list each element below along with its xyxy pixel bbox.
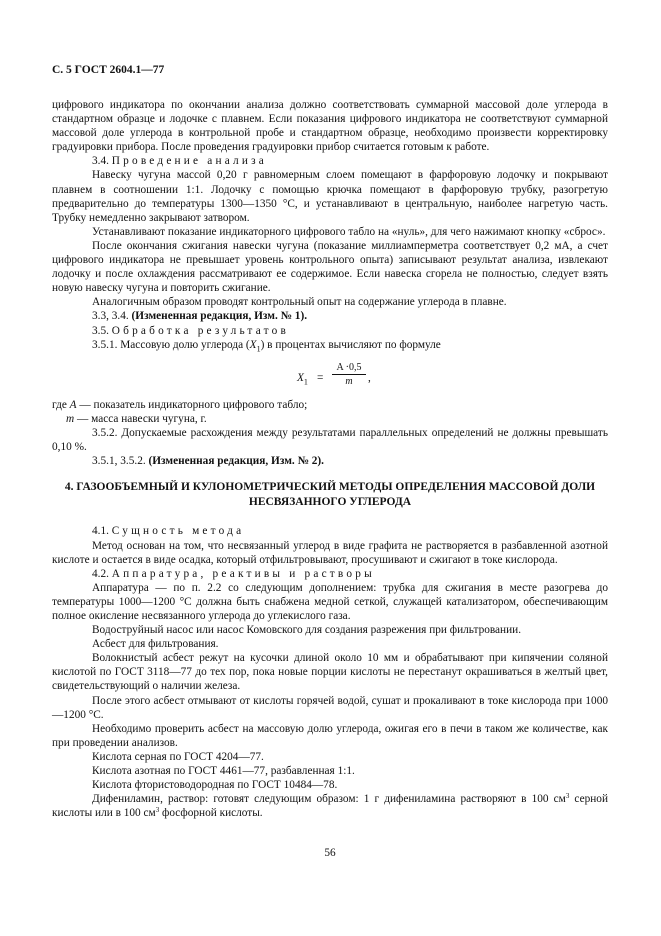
paragraph: После окончания сжигания навески чугуна (показание миллиамперметра соответствует 0,2 мА, а счет цифрового индикатора не превышает уровень контрольного опыта) записывают результат анализа, извлекают лодочку и после охлаждения рассматривают ее содержимое. Если навеска сгорела не полностью, следует взять новую навеску чугуна и повторить сжигание. xyxy=(52,239,608,295)
paragraph: Устанавливают показание индикаторного цифрового табло на «нуль», для чего нажимают кнопку «сброс». xyxy=(92,225,606,238)
section-heading-4-2: 4.2. Аппаратура, реактивы и растворы xyxy=(92,567,375,580)
formula-legend-a: где A — показатель индикаторного цифрового табло; xyxy=(52,398,308,411)
amendment-note: 3.5.1, 3.5.2. (Измененная редакция, Изм. № 2). xyxy=(92,455,324,468)
formula-denominator: m xyxy=(345,375,353,387)
paragraph: цифрового индикатора по окончании анализа должно соответствовать суммарной массовой доле углерода в стандартном образце и лодочке с плавнем. Если показания цифрового индикатора не соответствуют суммарной массовой доле углерода в контрольной пробе и стандартном образце, необходимо произвести корректировку градуировки прибора. После проведения градуировки прибор считается готовым к работе. xyxy=(52,99,608,154)
formula-equals: = xyxy=(317,371,324,384)
paragraph: После этого асбест отмывают от кислоты горячей водой, сушат и прокаливают в токе кислорода при 1000—1200 °С. xyxy=(52,694,608,721)
formula-lhs: $X_1$ xyxy=(297,371,308,387)
formula-legend-m: m — масса навески чугуна, г. xyxy=(66,413,207,426)
paragraph: Кислота серная по ГОСТ 4204—77. xyxy=(92,750,264,763)
paragraph: Аппаратура — по п. 2.2 со следующим дополнением: трубка для сжигания в месте разогрева до температуры 1000—1200 °С должна быть снабжена медной сеткой, служащей катализатором, обеспечивающим полное окисление несвязанного углерода до углекислого газа. xyxy=(52,581,608,622)
paragraph: Водоструйный насос или насос Комовского для создания разрежения при фильтровании. xyxy=(92,624,522,637)
paragraph: Метод основан на том, что несвязанный углерод в виде графита не растворяется в разбавленной азотной кислоте и остается в виде осадка, который отфильтровывают, просушивают и сжигают в токе кислорода. xyxy=(52,539,608,566)
paragraph: Волокнистый асбест режут на кусочки длиной около 10 мм и обрабатывают при кипячении соляной кислотой по ГОСТ 3118—77 до тех пор, пока новые порции кислоты не перестанут окрашиваться в желтый цвет, свидетельствующий о наличии железа. xyxy=(52,652,608,693)
paragraph: Кислота азотная по ГОСТ 4461—77, разбавленная 1:1. xyxy=(92,765,355,777)
page-number: 56 xyxy=(324,847,336,859)
paragraph: Навеску чугуна массой 0,20 г равномерным слоем помещают в фарфоровую лодочку и покрывают плавнем в соотношении 1:1. Лодочку с помощью крючка помещают в фарфоровую трубку, разогретую предварительно до температуры 1300—1350 °С, и устанавливают в центральную, наиболее нагретую часть. Трубку немедленно закрывают затвором. xyxy=(52,169,608,224)
paragraph: Дифениламин, раствор: готовят следующим образом: 1 г дифениламина растворяют в 100 $см^3$ серной кислоты или в 100 $см^3$ фосфорной кислоты. xyxy=(52,792,608,820)
paragraph: 3.5.2. Допускаемые расхождения между результатами параллельных определений не должны превышать 0,10 %. xyxy=(52,427,608,454)
section-4-heading: 4. ГАЗООБЪЕМНЫЙ И КУЛОНОМЕТРИЧЕСКИЙ МЕТОДЫ ОПРЕДЕЛЕНИЯ МАССОВОЙ ДОЛИ НЕСВЯЗАННОГО УГЛЕРОДА xyxy=(64,481,596,509)
section-title: Обработка результатов xyxy=(111,324,289,337)
section-heading-4-1: 4.1. Сущность метода xyxy=(92,525,245,538)
formula-numerator: A ·0,5 xyxy=(332,362,366,375)
section-title: Проведение анализа xyxy=(111,155,267,168)
section-heading-3-4: 3.4. Проведение анализа xyxy=(92,155,267,168)
section-heading-3-5: 3.5. Обработка результатов xyxy=(92,324,289,337)
document-body xyxy=(52,98,608,820)
paragraph: Асбест для фильтрования. xyxy=(92,638,219,651)
paragraph: Необходимо проверить асбест на массовую долю углерода, ожигая его в печи в таком же количестве, как при проведении анализов. xyxy=(52,722,608,749)
running-header: С. 5 ГОСТ 2604.1—77 xyxy=(52,64,165,76)
formula: $X_1$ = $\frac{A \cdot 0,5}{m}$ , xyxy=(52,362,608,394)
amendment-note: 3.3, 3.4. (Измененная редакция, Изм. № 1). xyxy=(92,310,308,323)
paragraph: Аналогичным образом проводят контрольный опыт на содержание углерода в плавне. xyxy=(92,296,507,309)
paragraph: 3.5.1. Массовую долю углерода $(X_1)$ в процентах вычисляют по формуле xyxy=(92,338,441,353)
paragraph: Кислота фтористоводородная по ГОСТ 10484—78. xyxy=(92,779,338,792)
formula-fraction xyxy=(332,362,366,389)
